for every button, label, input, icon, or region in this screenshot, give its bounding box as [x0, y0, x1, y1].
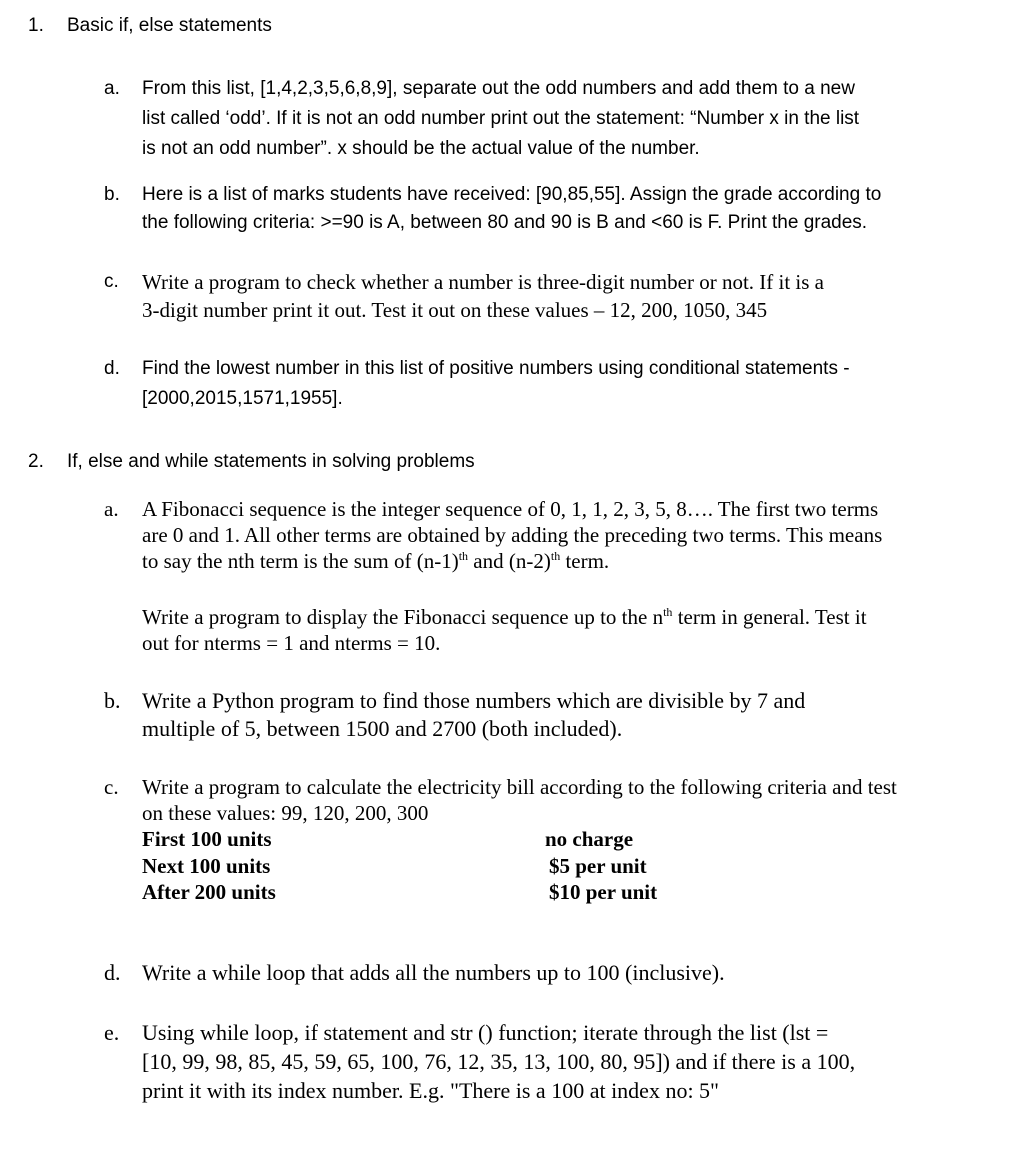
item-2a-para2-line: [142, 604, 867, 630]
section-1-number: 1.: [28, 15, 44, 36]
item-1a-line: From this list, [1,4,2,3,5,6,8,9], separate out the odd numbers and add them to a new: [142, 78, 855, 99]
item-2a-line3-part1: to say the nth term is the sum of (n-1): [142, 549, 459, 573]
item-2b-text: [142, 687, 805, 743]
superscript-th: th: [550, 549, 561, 563]
item-2b-line: Write a Python program to find those numbers which are divisible by 7 and: [142, 688, 806, 713]
item-1d-line: Find the lowest number in this list of positive numbers using conditional statements -: [142, 358, 850, 379]
superscript-th: th: [663, 605, 673, 619]
item-2a-line: A Fibonacci sequence is the integer sequence of 0, 1, 1, 2, 3, 5, 8…. The first two terms: [142, 497, 879, 521]
item-2d-letter: d.: [104, 960, 121, 985]
rate-row-units: First 100 units: [142, 827, 272, 851]
item-2d-text: [142, 960, 725, 986]
item-1a-line: is not an odd number”. x should be the actual value of the number.: [142, 138, 700, 159]
item-1d-letter: d.: [104, 358, 120, 379]
rate-row-units: Next 100 units: [142, 854, 271, 878]
superscript-th: th: [458, 549, 469, 563]
rate-row-rate: $10 per unit: [549, 880, 658, 904]
item-1d-line: [2000,2015,1571,1955].: [142, 388, 343, 409]
item-2a-para2-part2: term in general. Test it: [672, 605, 867, 629]
item-1c-letter: c.: [104, 271, 119, 292]
item-2e-line: print it with its index number. E.g. "There is a 100 at index no: 5": [142, 1078, 720, 1103]
item-2e-line: [10, 99, 98, 85, 45, 59, 65, 100, 76, 12, 35, 13, 100, 80, 95]) and if there is a 100,: [142, 1049, 856, 1074]
item-2a-text: [142, 496, 882, 574]
item-1b-line: Here is a list of marks students have received: [90,85,55]. Assign the grade according to: [142, 184, 882, 205]
item-2a-para2-line: out for nterms = 1 and nterms = 10.: [142, 631, 441, 655]
item-2a-line: are 0 and 1. All other terms are obtained by adding the preceding two terms. This means: [142, 523, 883, 547]
item-2c-letter: c.: [104, 775, 119, 799]
item-2c-line: Write a program to calculate the electricity bill according to the following criteria and test: [142, 775, 897, 799]
item-2c-text: [142, 774, 897, 826]
item-1b-letter: b.: [104, 184, 120, 205]
section-1-heading: Basic if, else statements: [67, 15, 272, 36]
item-2b-line: multiple of 5, between 1500 and 2700 (both included).: [142, 716, 623, 741]
item-1a-line: list called ‘odd’. If it is not an odd number print out the statement: “Number x in the list: [142, 108, 860, 129]
item-2d-line: Write a while loop that adds all the numbers up to 100 (inclusive).: [142, 960, 725, 985]
item-2a-paragraph-2: [142, 604, 867, 656]
item-2e-letter: e.: [104, 1020, 120, 1045]
item-1d-text: [142, 354, 850, 414]
section-2-number: 2.: [28, 451, 44, 472]
item-1c-line: Write a program to check whether a number is three-digit number or not. If it is a: [142, 270, 825, 294]
item-2a-letter: a.: [104, 497, 119, 521]
item-2e-text: [142, 1018, 855, 1105]
item-2a-line: [142, 548, 882, 574]
rate-row-rate: $5 per unit: [549, 854, 647, 878]
item-2a-line3-part3: term.: [560, 549, 610, 573]
item-1c-text: [142, 268, 824, 324]
item-2b-letter: b.: [104, 688, 121, 713]
item-2a-para2-part1: Write a program to display the Fibonacci sequence up to the n: [142, 605, 664, 629]
rate-row-units: After 200 units: [142, 880, 276, 904]
item-2a-line3-part2: and (n-2): [468, 549, 551, 573]
item-1a-text: [142, 74, 859, 164]
rate-row-rate: no charge: [545, 827, 634, 851]
item-1a-letter: a.: [104, 78, 120, 99]
item-1c-line: 3-digit number print it out. Test it out on these values – 12, 200, 1050, 345: [142, 298, 768, 322]
item-2e-line: Using while loop, if statement and str () function; iterate through the list (lst =: [142, 1020, 829, 1045]
section-2-heading: If, else and while statements in solving problems: [67, 451, 475, 472]
item-1b-text: [142, 181, 881, 237]
item-1b-line: the following criteria: >=90 is A, between 80 and 90 is B and <60 is F. Print the grades.: [142, 212, 868, 233]
item-2c-line: on these values: 99, 120, 200, 300: [142, 801, 429, 825]
